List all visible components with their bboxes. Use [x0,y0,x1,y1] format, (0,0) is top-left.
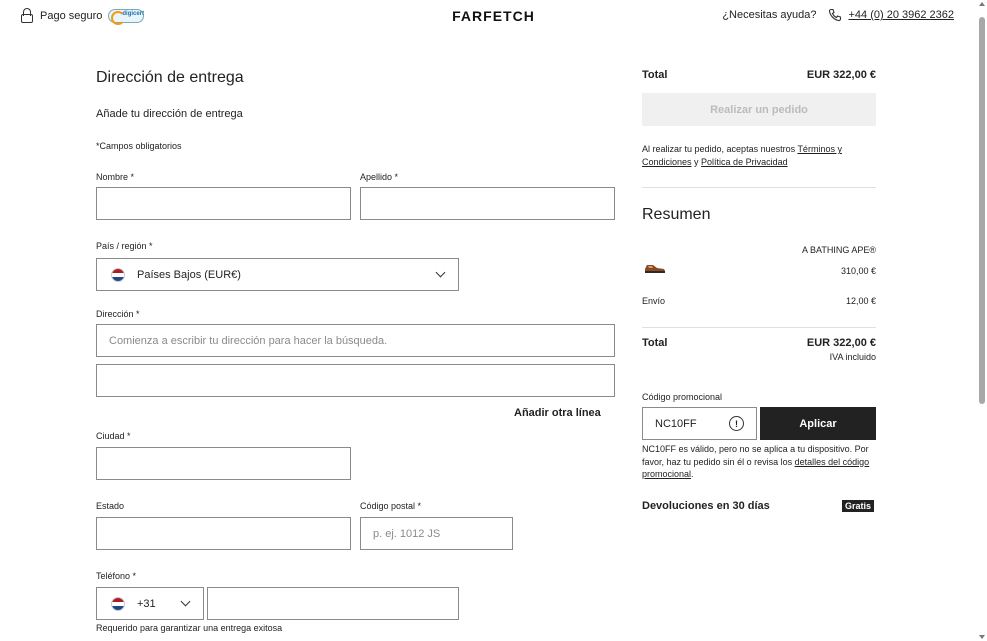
required-note: *Campos obligatorios [96,141,182,151]
help-contact [722,8,954,22]
returns-free-badge: Gratis [842,500,874,512]
state-label: Estado [96,501,125,511]
promo-code-value: NC10FF [655,417,697,430]
farfetch-logo[interactable]: FARFETCH [452,8,535,24]
item-brand: A BATHING APE® [802,245,876,255]
scrollbar-thumb[interactable] [979,17,985,404]
postal-code-input[interactable] [360,517,513,550]
apply-promo-button[interactable]: Aplicar [760,407,876,440]
tax-row [642,352,876,362]
phone-icon [828,8,842,22]
scrollbar[interactable] [978,0,987,641]
tax-note: IVA incluido [829,352,876,362]
total-label: Total [642,69,668,81]
divider [642,187,876,188]
first-name-input[interactable] [96,187,351,220]
last-name-label: Apellido * [360,172,399,182]
phone-input[interactable] [207,587,459,620]
promo-details-link[interactable]: detalles del código promocional [642,456,870,479]
privacy-link[interactable]: Política de Privacidad [701,157,788,167]
form-subtitle: Añade tu dirección de entrega [96,108,243,120]
shipping-label: Envío [642,296,666,306]
netherlands-flag-icon [111,268,125,282]
item-price: 310,00 € [840,266,876,276]
digicert-logo: digicert [108,9,144,23]
shipping-row [642,296,876,306]
summary-title: Resumen [642,206,711,223]
promo-message: NC10FF es válido, pero no se aplica a tu dispositivo. Por favor, haz tu pedido sin él o revisa los detalles del código promocional. [642,444,870,479]
country-label: País / región * [96,241,153,251]
page-title: Dirección de entrega [96,69,244,86]
phone-code-value: +31 [137,597,156,610]
grand-total-row [642,337,876,349]
terms-link[interactable]: Términos y Condiciones [642,144,842,167]
postal-code-label: Código postal * [360,501,422,511]
first-name-label: Nombre * [96,172,135,182]
help-label: ¿Necesitas ayuda? [722,9,817,21]
phone-label: Teléfono * [96,571,137,581]
lock-icon [20,8,34,24]
city-input[interactable] [96,447,351,480]
address-label: Dirección * [96,309,140,319]
chevron-down-icon [181,597,191,607]
grand-total-label: Total [642,337,668,349]
country-select[interactable] [96,258,459,291]
secure-payment-label: Pago seguro [40,10,103,22]
netherlands-flag-icon [111,597,125,611]
grand-total-value: EUR 322,00 € [806,337,876,349]
promo-code-input[interactable] [642,407,757,440]
phone-country-code-select[interactable] [96,587,204,620]
returns-label: Devoluciones en 30 días [642,500,770,512]
divider [642,327,876,328]
last-name-input[interactable] [360,187,615,220]
total-value: EUR 322,00 € [806,69,876,81]
chevron-down-icon [436,268,446,278]
scroll-up-arrow-icon[interactable] [979,2,985,6]
phone-hint: Requerido para garantizar una entrega exitosa [96,623,283,633]
country-value: Países Bajos (EUR€) [137,268,241,281]
city-label: Ciudad * [96,431,131,441]
address-search-input[interactable] [96,324,615,357]
terms-text: Al realizar tu pedido, aceptas nuestros Términos y Condiciones y Política de Privacidad [642,144,842,167]
address-line2-input[interactable] [96,364,615,397]
alert-circle-icon: ! [729,416,744,431]
state-input[interactable] [96,517,351,550]
shipping-value: 12,00 € [845,296,876,306]
place-order-button[interactable]: Realizar un pedido [642,93,876,126]
promo-code-label: Código promocional [642,392,723,402]
scroll-down-arrow-icon[interactable] [979,635,985,639]
add-address-line-button[interactable]: Añadir otra línea [514,407,601,419]
secure-payment-indicator [20,8,144,24]
item-price-row [642,266,876,276]
phone-number-link[interactable]: +44 (0) 20 3962 2362 [848,9,954,21]
total-row [642,69,876,81]
